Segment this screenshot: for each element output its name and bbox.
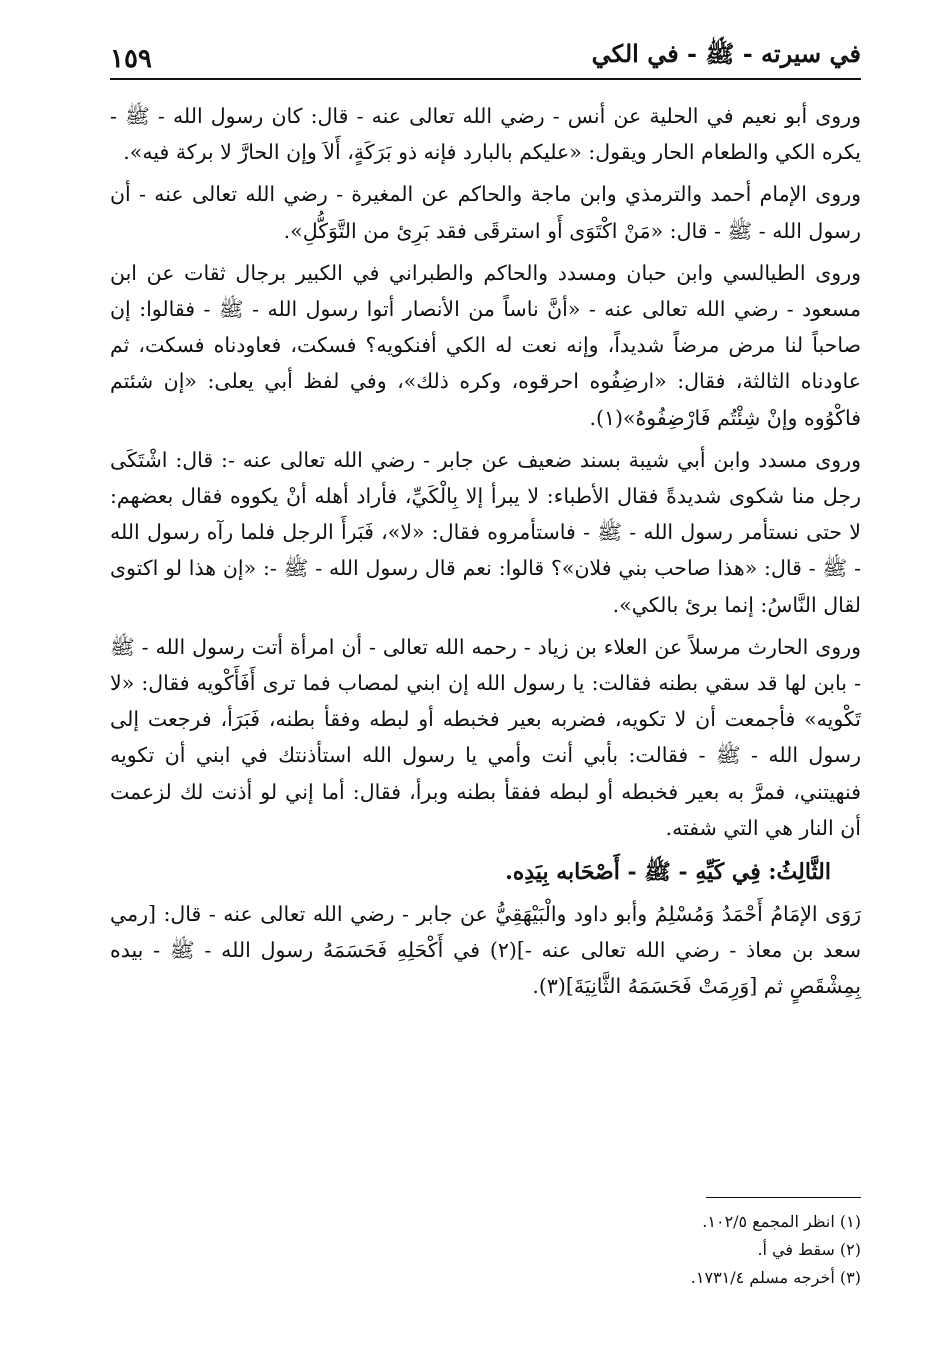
footnote-2: (٢) سقط في أ. <box>757 1240 861 1259</box>
page-number: ١٥٩ <box>110 44 152 74</box>
footnote-1: (١) انظر المجمع ١٠٢/٥. <box>702 1212 861 1231</box>
paragraph-final-narration: رَوَى الإمَامُ أَحْمَدُ وَمُسْلِمُ وأبو داود والْبَيْهَقِيُّ عن جابر - رضي الله تعالى عنه - قال: [رمي سعد بن معاذ - رضي الله تعالى عنه -](٢) في أَكْحَلِهِ فَحَسَمَهُ رسول الله - ﷺ - بيده بِمِشْقَصٍ ثم [وَرِمَتْ فَحَسَمَهُ الثَّانِيَةَ](٣). <box>110 902 862 999</box>
paragraph-anas-narration: وروى أبو نعيم في الحلية عن أنس - رضي الله تعالى عنه - قال: كان رسول الله - ﷺ - يكره الكي والطعام الحار ويقول: «عليكم بالبارد فإنه ذو بَرَكَةٍ، أَلاَ وإن الحارَّ لا بركة فيه». <box>110 104 861 165</box>
paragraph-jabir-narration: وروى مسدد وابن أبي شيبة بسند ضعيف عن جابر - رضي الله تعالى عنه -: قال: اشْتَكَى رجل منا شكوى شديدةً فقال الأطباء: لا يبرأ إلا بِالْكَيِّ، فأراد أهله أنْ يكووه فقال بعضهم: لا حتى نستأمر رسول الله - ﷺ - فاستأمروه فقال: «لا»، فَبَرأَ الرجل فلما رآه رسول الله - ﷺ - قال: «هذا صاحب بني فلان»؟ قالوا: نعم قال رسول الله - ﷺ -: «إن هذا لو اكتوى لقال النَّاسُ: إنما برئ بالكي». <box>110 447 861 617</box>
footnote-divider <box>706 1197 861 1198</box>
main-text <box>110 98 861 1011</box>
header-title: في سيرته - ﷺ - في الكي <box>591 39 861 68</box>
footnote-3: (٣) أخرجه مسلم ١٧٣١/٤. <box>690 1268 861 1287</box>
paragraph-mughira-narration: وروى الإمام أحمد والترمذي وابن ماجة والحاكم عن المغيرة - رضي الله تعالى عنه - أن رسول الله - ﷺ - قال: «مَنْ اكْتَوَى أَو استرقَى فقد بَرِئ من التَّوَكُّلِ». <box>110 182 861 243</box>
footnotes <box>110 1208 861 1292</box>
paragraph-harith-narration: وروى الحارث مرسلاً عن العلاء بن زياد - رحمه الله تعالى - أن امرأة أتت رسول الله - ﷺ - بابن لها قد سقي بطنه فقالت: يا رسول الله إن ابني لمصاب فما ترى أَفَأَكْويه فقال: «لا تَكْويه» فأجمعت أن لا تكويه، فضربه بعير فخبطه أو لبطه وفقأ بطنه، فَبَرَأ، فرجعت إلى رسول الله - ﷺ - فقالت: بأبي أنت وأمي يا رسول الله استأذنتك في ابني أن تكويه فنهيتني، فمرَّ به بعير فخبطه أو لبطه ففقأ بطنه وبرأ، فقال: أما إني لو أذنت لك لزعمت أن النار هي التي شفته. <box>110 634 861 840</box>
paragraph-ibn-masud-narration: وروى الطيالسي وابن حبان ومسدد والحاكم والطبراني في الكبير برجال ثقات عن ابن مسعود - رضي الله تعالى عنه - «أنَّ ناساً من الأنصار أتوا رسول الله - ﷺ - فقالوا: إن صاحباً لنا مرض مرضاً شديداً، وإنه نعت له الكي أفنكويه؟ فسكت، فعاودناه فسكت، ثم عاودناه الثالثة، فقال: «ارضِفُوه احرقوه، وكره ذلك»، وفي لفظ أبي يعلى: «إن شئتم فاكْوُوه وإنْ شِئْتُم فَارْضِفُوهُ»(١). <box>110 260 861 430</box>
running-header <box>110 34 861 80</box>
section-heading: الثَّالِثُ: فِي كَيِّهِ - ﷺ - أَصْحَابه بِيَدِه. <box>505 859 831 886</box>
